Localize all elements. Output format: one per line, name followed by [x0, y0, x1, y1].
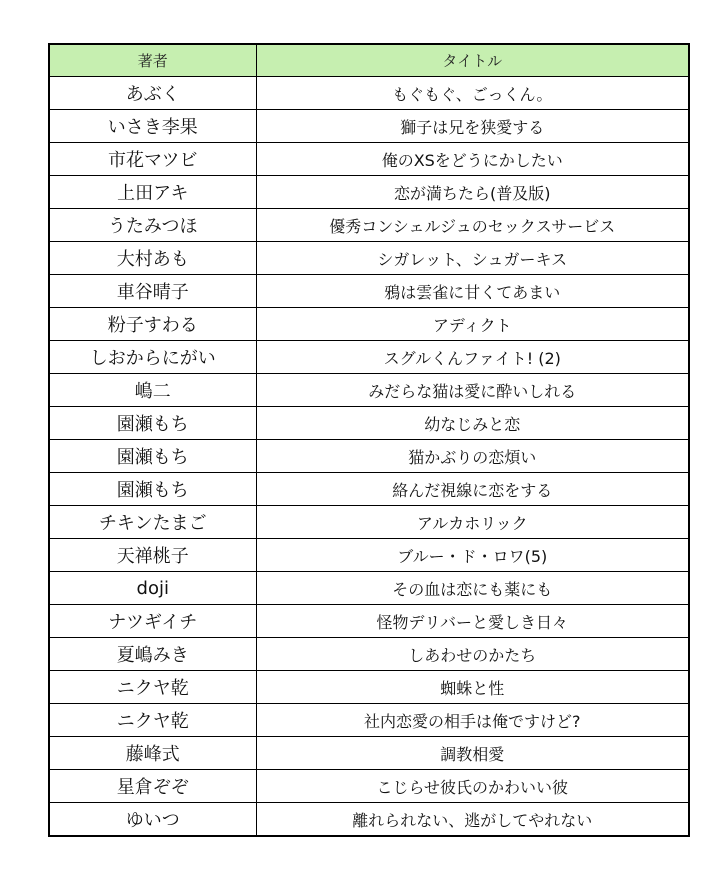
author-cell: チキンたまご	[49, 506, 256, 539]
author-cell: いさき李果	[49, 110, 256, 143]
title-cell: 絡んだ視線に恋をする	[256, 473, 689, 506]
author-cell: 藤峰式	[49, 737, 256, 770]
title-cell: 調教相愛	[256, 737, 689, 770]
table-row	[49, 572, 689, 605]
title-cell: 恋が満ちたら(普及版)	[256, 176, 689, 209]
author-cell: doji	[49, 572, 256, 605]
table-row	[49, 275, 689, 308]
title-column-header: タイトル	[256, 44, 689, 77]
author-cell: 園瀬もち	[49, 440, 256, 473]
table-row	[49, 176, 689, 209]
title-cell: ブルー・ド・ロワ(5)	[256, 539, 689, 572]
header-row	[49, 44, 689, 77]
table-body	[49, 77, 689, 837]
title-cell: 鴉は雲雀に甘くてあまい	[256, 275, 689, 308]
title-cell: 社内恋愛の相手は俺ですけど?	[256, 704, 689, 737]
title-cell: シガレット、シュガーキス	[256, 242, 689, 275]
table-row	[49, 803, 689, 837]
table-header	[49, 44, 689, 77]
author-cell: あぶく	[49, 77, 256, 110]
title-cell: 獅子は兄を狭愛する	[256, 110, 689, 143]
title-cell: 離れられない、逃がしてやれない	[256, 803, 689, 837]
table-row	[49, 407, 689, 440]
title-cell: 猫かぶりの恋煩い	[256, 440, 689, 473]
table-row	[49, 605, 689, 638]
table-row	[49, 110, 689, 143]
table-row	[49, 341, 689, 374]
author-cell: 園瀬もち	[49, 473, 256, 506]
table-row	[49, 473, 689, 506]
table-row	[49, 308, 689, 341]
author-cell: 星倉ぞぞ	[49, 770, 256, 803]
author-cell: 粉子すわる	[49, 308, 256, 341]
table-row	[49, 638, 689, 671]
author-cell: しおからにがい	[49, 341, 256, 374]
title-cell: その血は恋にも薬にも	[256, 572, 689, 605]
author-cell: 車谷晴子	[49, 275, 256, 308]
author-column-header: 著者	[49, 44, 256, 77]
author-cell: 夏嶋みき	[49, 638, 256, 671]
author-cell: 市花マツビ	[49, 143, 256, 176]
table-row	[49, 539, 689, 572]
table-row	[49, 242, 689, 275]
title-cell: アルカホリック	[256, 506, 689, 539]
table-row	[49, 704, 689, 737]
author-cell: 上田アキ	[49, 176, 256, 209]
table-row	[49, 770, 689, 803]
title-cell: こじらせ彼氏のかわいい彼	[256, 770, 689, 803]
author-cell: 嶋二	[49, 374, 256, 407]
author-cell: うたみつほ	[49, 209, 256, 242]
table-row	[49, 737, 689, 770]
title-cell: もぐもぐ、ごっくん。	[256, 77, 689, 110]
title-cell: 蜘蛛と性	[256, 671, 689, 704]
table-row	[49, 143, 689, 176]
author-cell: ナツギイチ	[49, 605, 256, 638]
table-row	[49, 209, 689, 242]
books-table	[48, 43, 690, 837]
title-cell: スグルくんファイト! (2)	[256, 341, 689, 374]
title-cell: 怪物デリバーと愛しき日々	[256, 605, 689, 638]
author-cell: ニクヤ乾	[49, 704, 256, 737]
table-row	[49, 506, 689, 539]
author-cell: 大村あも	[49, 242, 256, 275]
title-cell: みだらな猫は愛に酔いしれる	[256, 374, 689, 407]
title-cell: 俺のXSをどうにかしたい	[256, 143, 689, 176]
table-row	[49, 77, 689, 110]
author-cell: 園瀬もち	[49, 407, 256, 440]
table-row	[49, 374, 689, 407]
table-row	[49, 671, 689, 704]
table-row	[49, 440, 689, 473]
title-cell: しあわせのかたち	[256, 638, 689, 671]
title-cell: アディクト	[256, 308, 689, 341]
title-cell: 幼なじみと恋	[256, 407, 689, 440]
author-cell: ゆいつ	[49, 803, 256, 837]
title-cell: 優秀コンシェルジュのセックスサービス	[256, 209, 689, 242]
author-cell: ニクヤ乾	[49, 671, 256, 704]
author-cell: 天禅桃子	[49, 539, 256, 572]
